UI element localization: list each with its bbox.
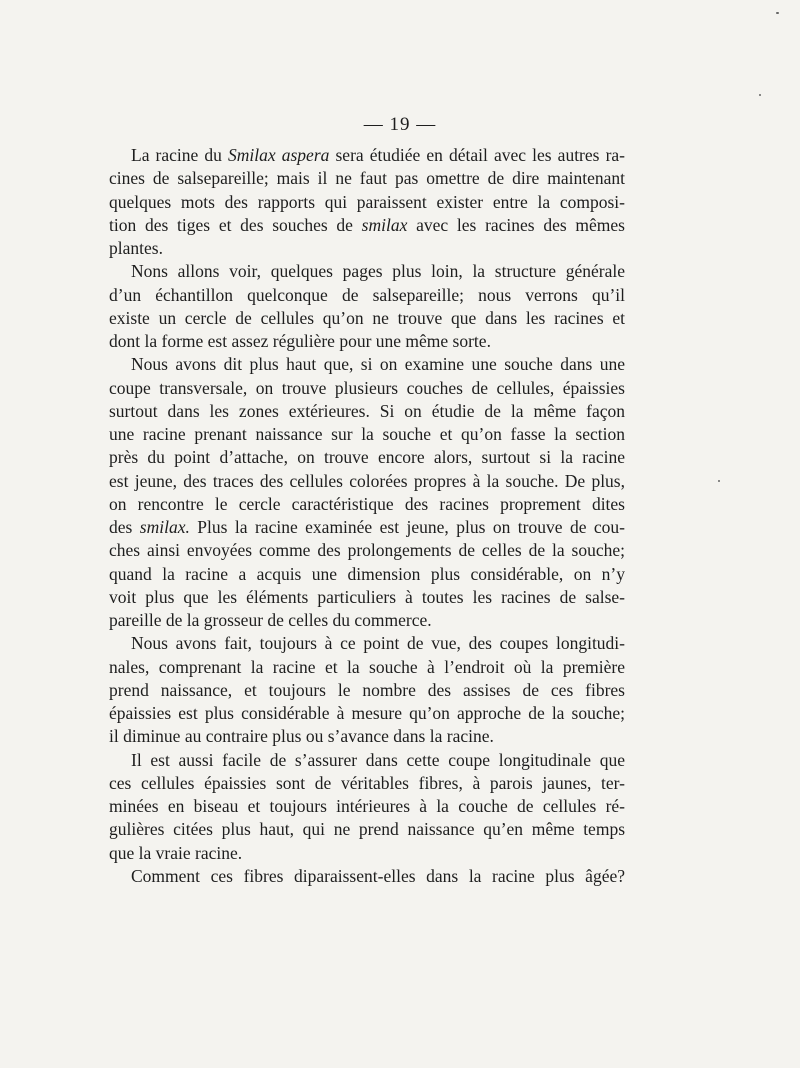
text-line — [109, 842, 625, 865]
text-run: il diminue au contraire plus ou s’avance dans la racine. — [109, 726, 494, 747]
text-run: Il est aussi facile de s’assurer dans cette coupe longitudinale que — [131, 749, 625, 770]
text-run: quand la racine a acquis une dimension plus considérable, on n’y — [109, 563, 625, 584]
text-line — [109, 377, 625, 400]
text-run: on rencontre le cercle caractéristique des racines proprement dites — [109, 493, 625, 514]
text-run: gulières citées plus haut, qui ne prend naissance qu’en même temps — [109, 819, 625, 840]
text-run: épaissies est plus considérable à mesure qu’on approche de la souche; — [109, 703, 625, 723]
text-run: minées en biseau et toujours intérieures à la couche de cellules ré- — [109, 796, 625, 816]
text-line — [109, 563, 625, 586]
text-line — [109, 284, 625, 307]
text-line — [109, 632, 625, 655]
text-run: Nons allons voir, quelques pages plus loin, la structure générale — [131, 261, 625, 282]
text-line — [109, 260, 625, 283]
page-number: — 19 — — [363, 114, 437, 135]
text-run: coupe transversale, on trouve plusieurs couches de cellules, épaissies — [109, 377, 625, 398]
text-run: pareille de la grosseur de celles du commerce. — [109, 610, 432, 630]
text-run: quelques mots des rapports qui paraissent exister entre la composi- — [109, 191, 625, 212]
text-run: dont la forme est assez régulière pour une même sorte. — [109, 331, 491, 351]
text-line — [109, 167, 625, 190]
text-run: existe un cercle de cellules qu’on ne trouve que dans les racines et — [109, 307, 625, 328]
text-run: près du point d’attache, on trouve encore alors, surtout si la racine — [109, 447, 625, 468]
text-line — [109, 865, 625, 888]
text-line — [109, 330, 625, 353]
text-run: Nous avons fait, toujours à ce point de vue, des coupes longitudi- — [131, 633, 625, 654]
text-line — [109, 470, 625, 493]
text-line — [109, 446, 625, 469]
text-line — [109, 656, 625, 679]
text-line — [109, 214, 625, 237]
text-run: cines de salsepareille; mais il ne faut pas omettre de dire maintenant — [109, 168, 625, 189]
text-line — [109, 423, 625, 446]
text-line — [109, 725, 625, 748]
text-run: est jeune, des traces des cellules colorées propres à la souche. De plus, — [109, 470, 625, 491]
text-line — [109, 772, 625, 795]
text-line — [109, 795, 625, 818]
dust-speck — [718, 480, 720, 482]
text-line — [109, 307, 625, 330]
text-line — [109, 749, 625, 772]
dust-speck — [759, 94, 761, 96]
text-line — [109, 191, 625, 214]
text-run: ches ainsi envoyées comme des prolongements de celles de la souche; — [109, 540, 625, 561]
dust-speck — [776, 12, 779, 14]
text-line — [109, 493, 625, 516]
text-run: plantes. — [109, 238, 163, 258]
text-run: une racine prenant naissance sur la souche et qu’on fasse la section — [109, 424, 625, 444]
text-run: Plus la racine examinée est jeune, plus on trouve de cou- — [189, 517, 626, 537]
text-run: surtout dans les zones extérieures. Si on étudie de la même façon — [109, 400, 625, 421]
text-line — [109, 400, 625, 423]
text-line — [109, 818, 625, 841]
text-run: Comment ces fibres diparaissent-elles dans la racine plus âgée? — [131, 865, 625, 886]
text-line — [109, 679, 625, 702]
text-run: nales, comprenant la racine et la souche à l’endroit où la première — [109, 656, 625, 677]
text-run: d’un échantillon quelconque de salsepareille; nous verrons qu’il — [109, 284, 625, 305]
body-text — [109, 144, 625, 888]
text-run: sera étudiée en détail avec les autres ra- — [329, 145, 625, 165]
text-line — [109, 586, 625, 609]
text-line — [109, 539, 625, 562]
text-run: ces cellules épaissies sont de véritables fibres, à parois jaunes, ter- — [109, 772, 625, 793]
italic-term: Smilax aspera — [228, 145, 330, 165]
text-run: La racine du — [131, 145, 229, 165]
text-line — [109, 144, 625, 167]
text-run: voit plus que les éléments particuliers à toutes les racines de salse- — [109, 586, 625, 607]
italic-term: smilax. — [139, 517, 190, 537]
text-run: que la vraie racine. — [109, 842, 243, 863]
text-line — [109, 516, 625, 539]
text-line — [109, 353, 625, 376]
text-run: des — [109, 517, 140, 537]
text-run: avec les racines des mêmes — [407, 214, 625, 235]
text-run: prend naissance, et toujours le nombre des assises de ces fibres — [109, 679, 625, 700]
text-line — [109, 609, 625, 632]
text-line — [109, 237, 625, 260]
text-line — [109, 702, 625, 725]
text-run: tion des tiges et des souches de — [109, 214, 362, 235]
italic-term: smilax — [361, 214, 408, 235]
text-run: Nous avons dit plus haut que, si on examine une souche dans une — [131, 354, 625, 375]
